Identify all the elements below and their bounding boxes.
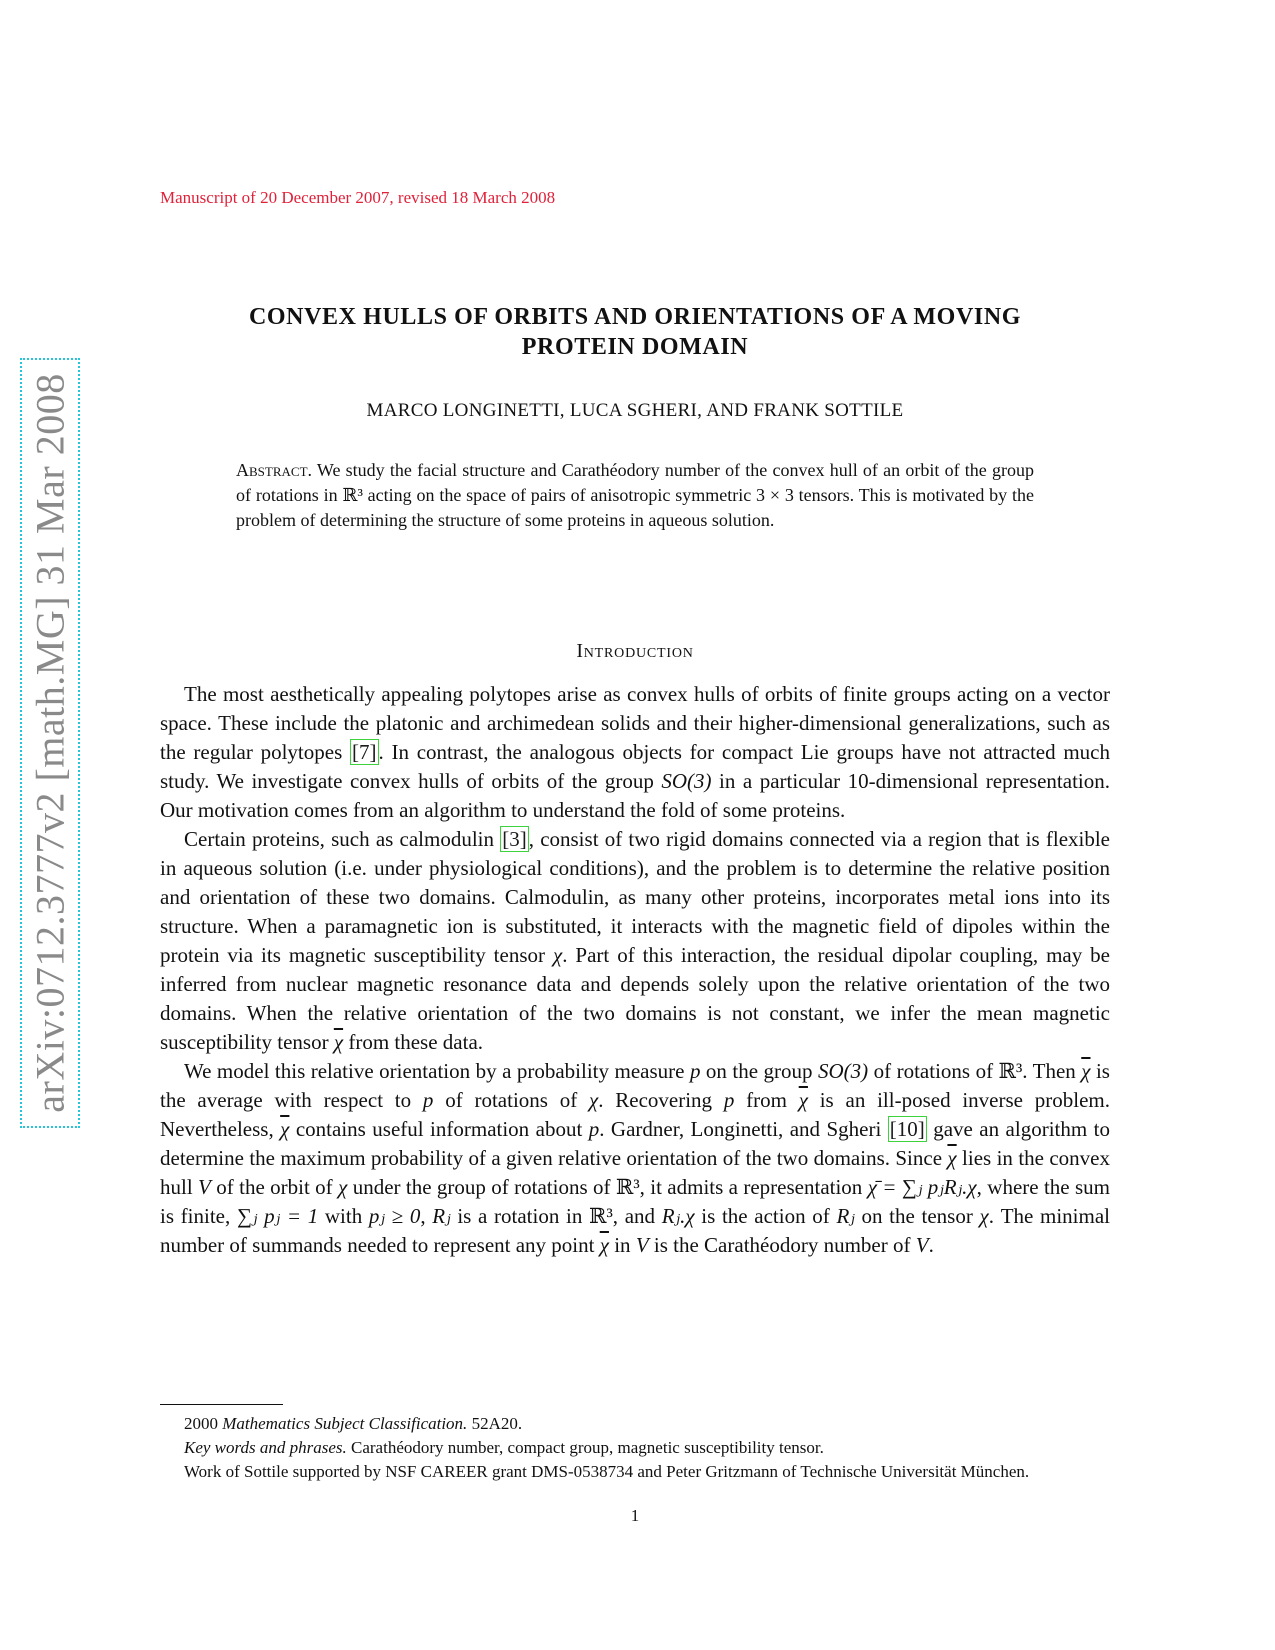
math-rj: Rⱼ [836, 1204, 855, 1228]
text: 2000 [184, 1414, 223, 1433]
text: of rotations of [433, 1088, 589, 1112]
text: . [928, 1233, 934, 1257]
paper-title-line-1: CONVEX HULLS OF ORBITS AND ORIENTATIONS OF A MOVING [248, 304, 1022, 330]
citation-10-link[interactable]: [10] [889, 1117, 925, 1141]
text: Certain proteins, such as calmodulin [184, 827, 501, 851]
text: is the Carathéodory number of [648, 1233, 916, 1257]
text: Carathéodory number, compact group, magnetic susceptibility tensor. [346, 1438, 824, 1457]
paragraph-1 [160, 680, 1110, 825]
citation-7-link[interactable]: [7] [352, 740, 377, 764]
text: from [734, 1088, 799, 1112]
text: of rotations of ℝ³. Then [868, 1059, 1082, 1083]
math-rj-chi: Rⱼ.χ [661, 1204, 695, 1228]
text: Key words and phrases. [184, 1438, 347, 1457]
text: , where the sum is finite, [160, 1175, 1110, 1228]
math-v: V [635, 1233, 649, 1257]
arxiv-identifier[interactable] [20, 358, 80, 1128]
math-v: V [198, 1175, 211, 1199]
math-so3: SO(3) [661, 769, 712, 793]
math-p: p [588, 1117, 600, 1141]
text: Mathematics Subject Classification. [222, 1414, 468, 1433]
text: in [608, 1233, 636, 1257]
footnote-funding: Work of Sottile supported by NSF CAREER grant DMS-0538734 and Peter Gritzmann of Technische Universität München. [184, 1462, 1030, 1481]
math-rj: Rⱼ [432, 1204, 451, 1228]
paragraph-2 [160, 825, 1110, 1057]
footnote-keywords [160, 1436, 1110, 1460]
math-chi: χ [552, 943, 563, 967]
text: . Part of this interaction, the residual dipolar coupling, may be inferred from nuclear magnetic resonance data and depends solely upon the relative orientation of the two domains. When the relative orientation of the two domains is not constant, we infer the mean magnetic susceptibility tensor [160, 943, 1110, 1054]
text: , [420, 1204, 433, 1228]
text: from these data. [343, 1030, 484, 1054]
introduction-body [160, 680, 1110, 1260]
paragraph-3 [160, 1057, 1110, 1260]
math-so3: SO(3) [818, 1059, 869, 1083]
section-heading-introduction: Introduction [576, 640, 694, 662]
math-chi-bar: $\overline{\chi}$ [947, 1146, 957, 1170]
abstract-label: Abstract. [236, 460, 313, 480]
arxiv-identifier-text: arXiv:0712.3777v2 [math.MG] 31 Mar 2008 [27, 373, 73, 1113]
text: on the group [700, 1059, 818, 1083]
math-chi: χ [588, 1088, 599, 1112]
text: , consist of two rigid domains connected via a region that is flexible in aqueous solution (i.e. under physiological conditions), and the problem is to determine the relative position and orientation of these two domains. Calmodulin, as many other proteins, incorporates metal ions into its structure. When a paramagnetic ion is substituted, it interacts with the magnetic field of dipoles within the protein via its magnetic susceptibility tensor [160, 827, 1111, 967]
paper-title-line-2: PROTEIN DOMAIN [521, 334, 749, 360]
math-chi-bar: $\overline{\chi}$ [798, 1088, 808, 1112]
footnotes [160, 1412, 1110, 1484]
math-chi-bar: $\overline{\chi}$ [280, 1117, 290, 1141]
abstract [236, 458, 1034, 533]
text: is the average with respect to [160, 1059, 1110, 1112]
math-p: p [689, 1059, 701, 1083]
text: in a particular 10-dimensional representation. Our motivation comes from an algorithm to understand the fold of some proteins. [160, 769, 1110, 822]
text: under the group of rotations of ℝ³, it admits a representation [347, 1175, 868, 1199]
text: 52A20. [467, 1414, 523, 1433]
math-p: p [422, 1088, 434, 1112]
math-chi: χ [338, 1175, 348, 1199]
text: with [318, 1204, 369, 1228]
text: of the orbit of [210, 1175, 339, 1199]
text: is an ill-posed inverse problem. Nevertheless, [160, 1088, 1110, 1141]
math-sum-formula: ∑ⱼ pⱼ = 1 [236, 1204, 319, 1228]
footnote-msc [160, 1412, 1110, 1436]
text: . The minimal number of summands needed to represent any point [160, 1204, 1111, 1257]
text: contains useful information about [289, 1117, 589, 1141]
text: . Recovering [598, 1088, 724, 1112]
text: gave an algorithm to determine the maximum probability of a given relative orientation of the two domains. Since [160, 1117, 1110, 1170]
text: The most aesthetically appealing polytopes arise as convex hulls of orbits of finite groups acting on a vector space. These include the platonic and archimedean solids and their higher-dimensional generalizations, such as the regular polytopes [160, 682, 1110, 764]
text: lies in the convex hull [160, 1146, 1111, 1199]
paper-authors: MARCO LONGINETTI, LUCA SGHERI, AND FRANK SOTTILE [366, 400, 904, 421]
text: We model this relative orientation by a probability measure [184, 1059, 690, 1083]
math-v: V [915, 1233, 929, 1257]
manuscript-note: Manuscript of 20 December 2007, revised 18 March 2008 [160, 188, 556, 207]
abstract-text: We study the facial structure and Carathéodory number of the convex hull of an orbit of the group of rotations in ℝ³ acting on the space of pairs of anisotropic symmetric 3 × 3 tensors. This is motivated by the problem of determining the structure of some proteins in aqueous solution. [236, 460, 1034, 530]
page-number: 1 [630, 1506, 640, 1525]
math-chi-bar: $\overline{\chi}$ [1081, 1059, 1091, 1083]
text: is a rotation in ℝ³, and [450, 1204, 662, 1228]
math-representation-formula: χ̄ = ∑ⱼ pⱼRⱼ.χ [867, 1175, 977, 1199]
text: is the action of [694, 1204, 837, 1228]
citation-3-link[interactable]: [3] [502, 827, 527, 851]
math-chi-bar: $\overline{\chi}$ [599, 1233, 609, 1257]
text: . In contrast, the analogous objects for compact Lie groups have not attracted much study. We investigate convex hulls of orbits of the group [160, 740, 1111, 793]
math-p: p [723, 1088, 735, 1112]
paper-title [160, 302, 1110, 362]
math-chi: χ [979, 1204, 989, 1228]
text: on the tensor [854, 1204, 980, 1228]
text: . Gardner, Longinetti, and Sgheri [599, 1117, 888, 1141]
footnote-rule [160, 1404, 283, 1405]
math-positivity: pⱼ ≥ 0 [368, 1204, 421, 1228]
math-chi-bar: $\overline{\chi}$ [333, 1030, 344, 1054]
